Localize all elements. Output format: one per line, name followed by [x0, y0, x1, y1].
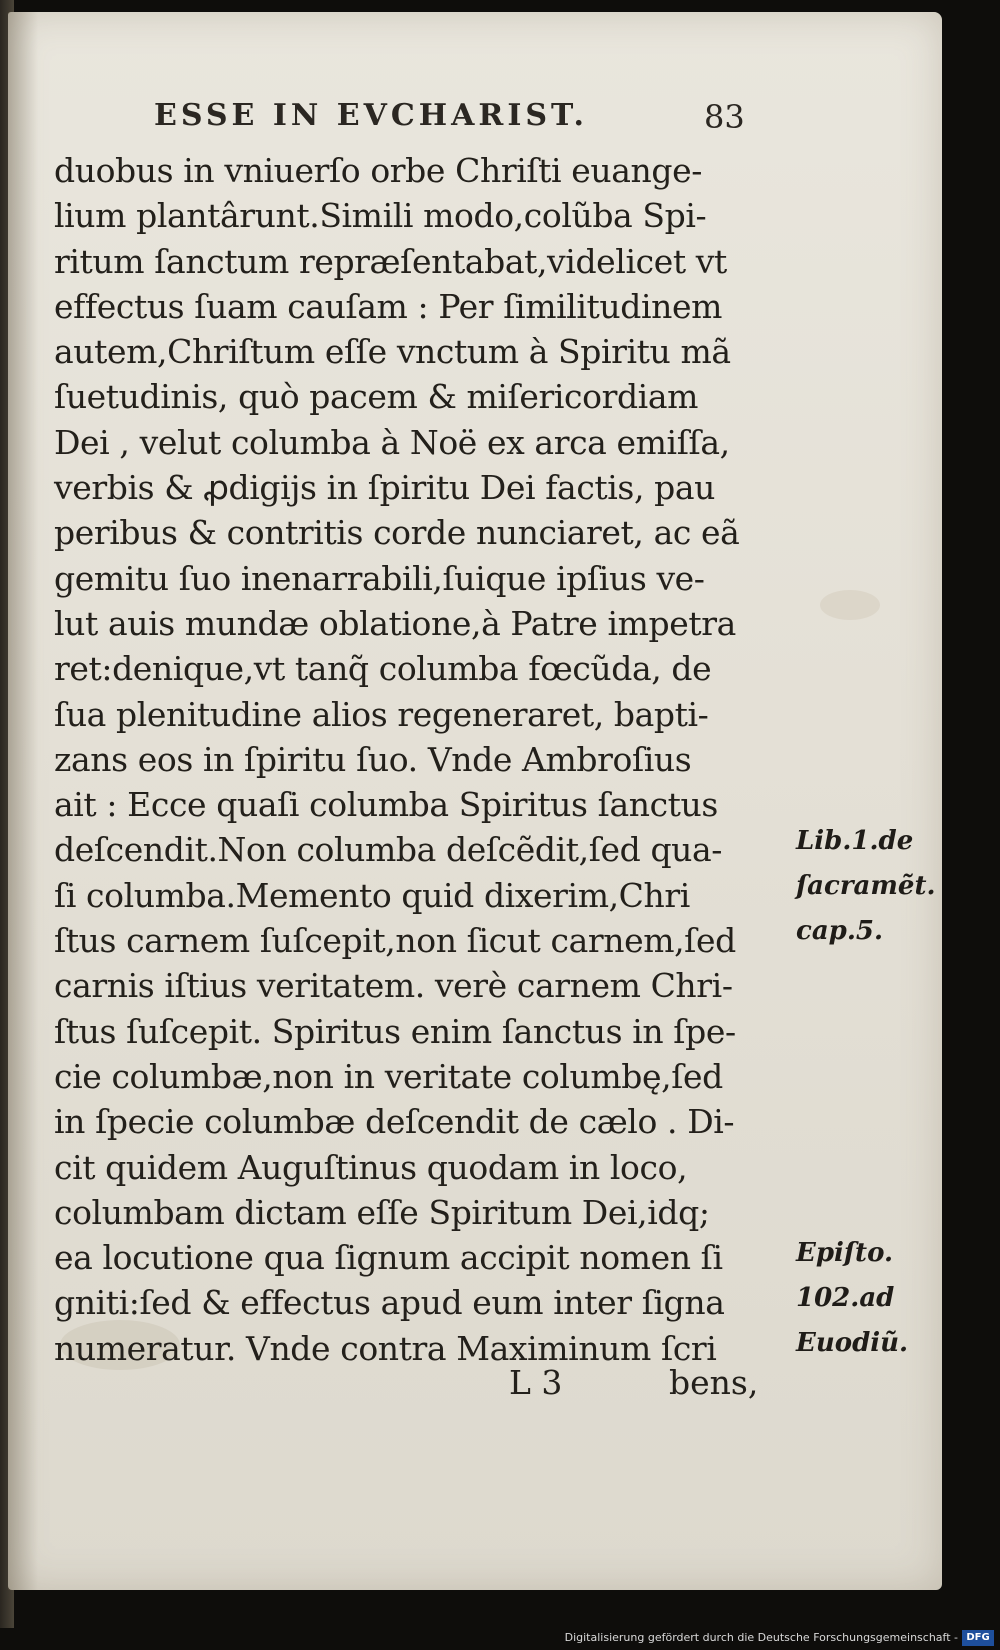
- text-line: peribus & contritis corde nunciaret, ac eã: [54, 513, 740, 553]
- text-line: ſtus ſuſcepit. Spiritus enim ſanctus in ſpe-: [54, 1011, 736, 1051]
- text-line: lut auis mundæ oblatione,à Patre impetra: [54, 603, 736, 643]
- funding-credit: Digitalisierung gefördert durch die Deutsche Forschungsgemeinschaft -: [564, 1631, 958, 1644]
- body-text: [54, 148, 754, 1371]
- text-line: gniti:ſed & effectus apud eum inter ſigna: [54, 1283, 725, 1323]
- margin-note: Epiſto.: [796, 1238, 894, 1268]
- text-line: verbis & ꝓdigijs in ſpiritu Dei factis, pau: [54, 468, 715, 508]
- text-line: cit quidem Auguſtinus quodam in loco,: [54, 1147, 688, 1187]
- page-footer: [54, 1363, 774, 1409]
- text-line: gemitu ſuo inenarrabili,ſuique ipſius ve-: [54, 558, 705, 598]
- margin-note: ſacramẽt.: [796, 871, 936, 901]
- text-line: ea locutione qua ſignum accipit nomen ſi: [54, 1238, 723, 1278]
- text-line: ſuetudinis, quò pacem & miſericordiam: [54, 377, 698, 417]
- text-line: ait : Ecce quaſi columba Spiritus ſanctus: [54, 785, 718, 825]
- margin-note: Lib.1.de: [796, 826, 914, 856]
- text-line: ſua plenitudine alios regeneraret, bapti-: [54, 694, 709, 734]
- text-line: cie columbæ,non in veritate columbę,ſed: [54, 1056, 723, 1096]
- text-line: columbam dictam eſſe Spiritum Dei,idq;: [54, 1192, 710, 1232]
- paper-stain: [820, 590, 880, 620]
- text-line: effectus ſuam cauſam : Per ſimilitudinem: [54, 286, 723, 326]
- text-line: ret:denique,vt tanq̃ columba fœcũda, de: [54, 649, 712, 689]
- page-number: 83: [704, 98, 745, 136]
- text-line: ritum ſanctum repræſentabat,videlicet vt: [54, 241, 727, 281]
- text-line: Dei , velut columba à Noë ex arca emiſſa,: [54, 422, 730, 462]
- text-line: autem,Chriſtum eſſe vnctum à Spiritu mã: [54, 332, 731, 372]
- text-line: deſcendit.Non columba deſcẽdit,ſed qua-: [54, 830, 723, 870]
- text-line: in ſpecie columbæ deſcendit de cælo . Di-: [54, 1102, 735, 1142]
- text-line: duobus in vniuerſo orbe Chriſti euange-: [54, 151, 702, 190]
- catchword: bens,: [669, 1363, 759, 1402]
- text-line: numeratur. Vnde contra Maximinum ſcri: [54, 1328, 717, 1368]
- text-line: carnis iſtius veritatem. verè carnem Chri-: [54, 966, 733, 1006]
- running-head: ESSE IN EVCHARIST.: [154, 98, 588, 133]
- text-line: ſtus carnem ſuſcepit,non ſicut carnem,ſed: [54, 921, 736, 961]
- text-line: ſi columba.Memento quid dixerim,Chri: [54, 875, 690, 915]
- signature-mark: L 3: [509, 1363, 563, 1402]
- text-line: lium plantârunt.Simili modo,colũba Spi-: [54, 196, 707, 236]
- text-line: zans eos in ſpiritu ſuo. Vnde Ambroſius: [54, 739, 692, 779]
- margin-note: 102.ad: [796, 1283, 895, 1313]
- credit-bar: [0, 1628, 1000, 1650]
- page-header: [54, 98, 754, 148]
- text-block: [54, 98, 936, 1371]
- margin-note: Euodiũ.: [796, 1328, 909, 1358]
- margin-note: cap.5.: [796, 916, 884, 946]
- dfg-logo-icon: DFG: [962, 1630, 994, 1646]
